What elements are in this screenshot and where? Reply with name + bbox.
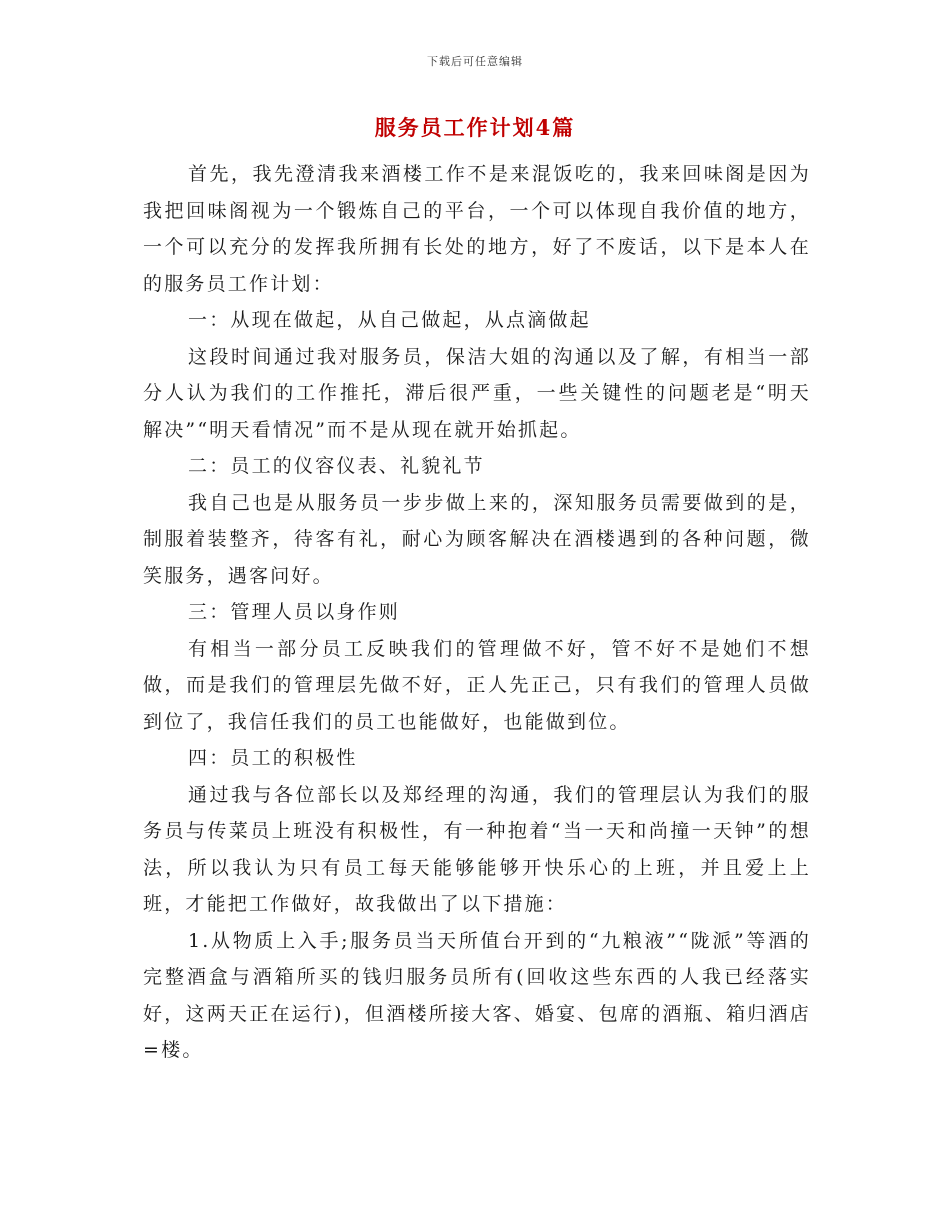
document-body (143, 156, 811, 1069)
paragraph-intro: 首先，我先澄清我来酒楼工作不是来混饭吃的，我来回味阁是因为我把回味阁视为一个锻炼自己的平台，一个可以体现自我价值的地方，一个可以充分的发挥我所拥有长处的地方，好了不废话，以下是本人在的服务员工作计划： (143, 163, 811, 295)
header-note: 下载后可任意编辑 (427, 55, 523, 68)
paragraph-2: 我自己也是从服务员一步步做上来的，深知服务员需要做到的是，制服着装整齐，待客有礼，耐心为顾客解决在酒楼遇到的各种问题，微笑服务，遇客问好。 (143, 491, 811, 587)
paragraph-4: 通过我与各位部长以及郑经理的沟通，我们的管理层认为我们的服务员与传菜员上班没有积极性，有一种抱着“当一天和尚撞一天钟”的想法，所以我认为只有员工每天能够能够开快乐心的上班，并且爱上上班，才能把工作做好，故我做出了以下措施： (143, 783, 811, 915)
section-heading-3: 三：管理人员以身作则 (188, 601, 401, 623)
section-heading-2: 二：员工的仪容仪表、礼貌礼节 (188, 455, 485, 477)
section-heading-4: 四：员工的积极性 (188, 747, 358, 769)
document-title: 服务员工作计划4篇 (374, 115, 576, 140)
paragraph-1: 这段时间通过我对服务员，保洁大姐的沟通以及了解，有相当一部分人认为我们的工作推托，滞后很严重，一些关键性的问题老是“明天解决”“明天看情况”而不是从现在就开始抓起。 (143, 345, 811, 441)
paragraph-measure-1: 1.从物质上入手;服务员当天所值台开到的“九粮液”“陇派”等酒的完整酒盒与酒箱所买的钱归服务员所有(回收这些东西的人我已经落实好，这两天正在运行)，但酒楼所接大客、婚宴、包席的酒瓶、箱归酒店=楼。 (143, 929, 811, 1061)
section-heading-1: 一：从现在做起，从自己做起，从点滴做起 (188, 309, 591, 331)
paragraph-3: 有相当一部分员工反映我们的管理做不好，管不好不是她们不想做，而是我们的管理层先做不好，正人先正己，只有我们的管理人员做到位了，我信任我们的员工也能做好，也能做到位。 (143, 637, 811, 733)
